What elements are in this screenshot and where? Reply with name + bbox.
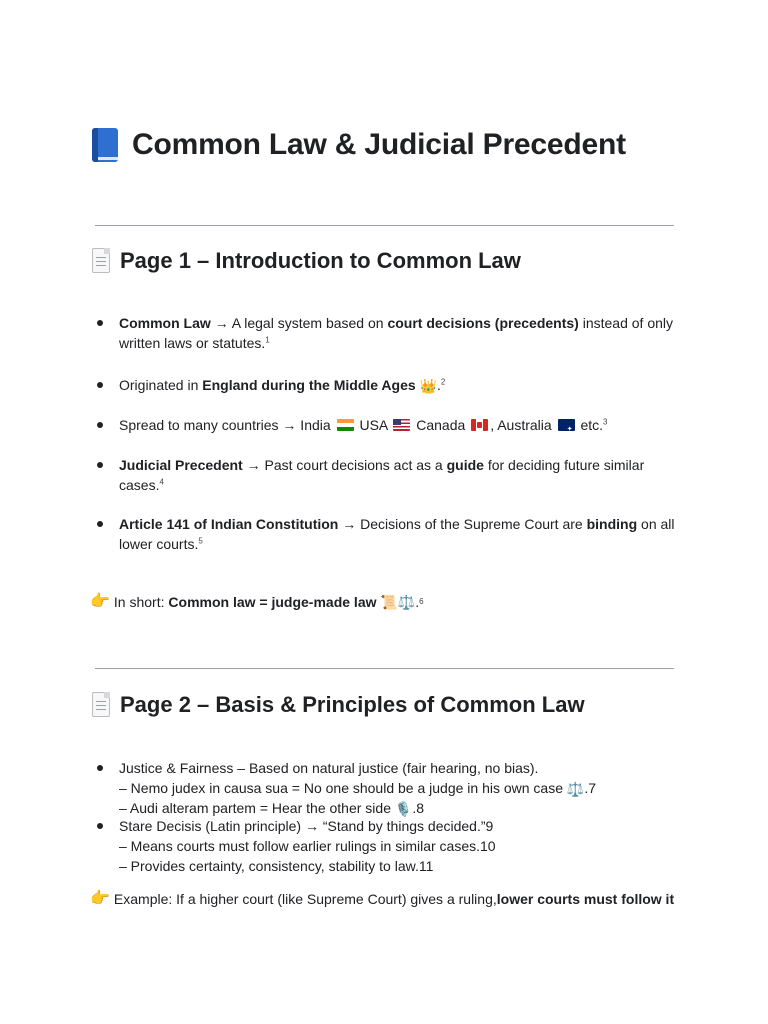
text: instead of only written laws or statutes. [119,315,673,351]
bullet-dot [97,765,103,771]
text: – Provides certainty, consistency, stability to law.11 [119,858,434,874]
usa-flag-icon [393,419,410,431]
text: Stare Decisis (Latin principle) → “Stand by things decided.”9 [119,818,494,834]
text: – Nemo judex in causa sua = No one should be a judge in his own case [119,780,564,796]
bullet-dot [97,823,103,829]
term: court decisions (precedents) [387,315,579,331]
footnote-ref[interactable]: 5 [198,536,203,546]
term: Common Law [119,315,211,331]
text: .7 [584,780,597,796]
bullet-dot [97,320,103,326]
pointing-hand-icon: 👉 [90,890,110,907]
text: on all lower courts. [119,516,675,552]
page-facing-up-icon [90,248,112,274]
india-flag-icon [337,419,354,431]
scales-icon: ⚖️ [566,781,585,797]
footnote-ref[interactable]: 1 [265,335,270,345]
text: Justice & Fairness – Based on natural justice (fair hearing, no bias). [119,760,539,776]
text: . [436,377,441,393]
section-heading-1 [90,248,521,274]
section-heading-2 [90,692,585,718]
footnote-ref[interactable]: 2 [440,377,446,387]
term: guide [446,457,484,473]
text: Spread to many countries → India [119,417,335,433]
crown-icon: 👑 [419,378,437,394]
text: – Audi alteram partem = Hear the other side [119,800,391,816]
canada-flag-icon [471,419,488,431]
page-facing-up-icon [90,692,112,718]
footnote-ref[interactable]: 4 [159,477,164,487]
bullet-dot [97,521,103,527]
scales-icon: ⚖️ [397,594,416,610]
text: → Decisions of the Supreme Court are [338,516,587,532]
document-title [90,128,626,162]
section-heading-text: Page 2 – Basis & Principles of Common Law [120,692,585,717]
text: Originated in [119,377,203,393]
pointing-hand-icon: 👉 [90,593,110,610]
text: for deciding future similar cases. [119,457,645,493]
bullet-dot [97,422,103,428]
summary-note: 👉 In short: Common law = judge-made law 📜 ⚖️ . 6 [90,593,424,610]
text: Canada [416,417,466,433]
term: Judicial Precedent [119,457,243,473]
text: etc. [580,417,604,433]
bullet-dot [97,382,103,388]
divider [95,225,674,226]
text: → Past court decisions act as a [242,457,447,473]
text: In short: [113,594,165,610]
term: England during the Middle Ages [202,377,416,393]
section-heading-text: Page 1 – Introduction to Common Law [120,248,521,273]
footnote-ref[interactable]: 3 [603,417,608,427]
term: Common law = judge-made law [168,594,377,610]
term: Article 141 of Indian Constitution [119,516,339,532]
text: . [415,594,420,610]
australia-flag-icon [558,419,575,431]
term: binding [586,516,638,532]
page-title: Common Law & Judicial Precedent [132,128,626,161]
example-note [90,889,674,909]
scroll-icon: 📜 [380,594,398,610]
text: – Means courts must follow earlier rulings in similar cases.10 [119,838,496,854]
term: lower courts must follow it [496,891,675,907]
text: USA [359,417,388,433]
blue-book-icon [90,128,120,162]
bullet-dot [97,462,103,468]
text: → A legal system based on [210,315,388,331]
divider [95,668,674,669]
microphone-icon: 🎙️ [394,801,413,817]
text: Example: If a higher court (like Supreme Court) gives a ruling, [113,891,497,907]
text: .8 [412,800,424,816]
text: , Australia [490,417,552,433]
